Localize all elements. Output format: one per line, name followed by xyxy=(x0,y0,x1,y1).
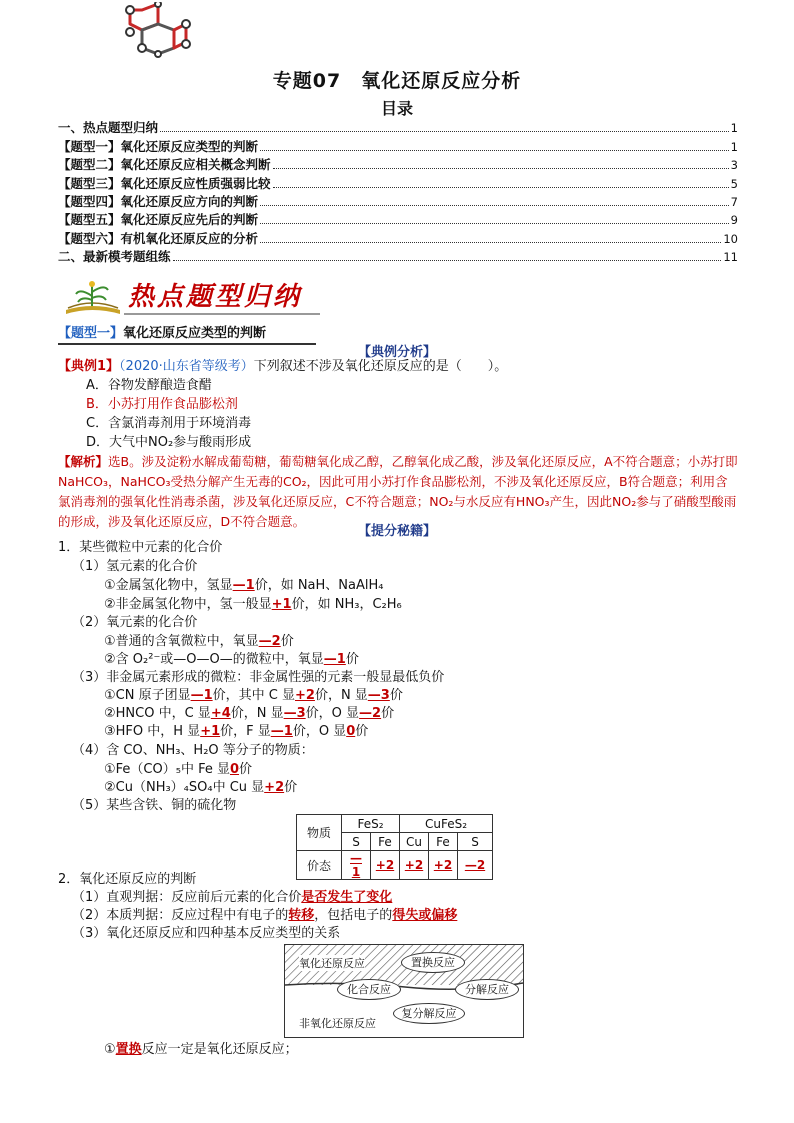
tips-line: ②HNCO 中，C 显+4价，N 显—3价，O 显—2价 xyxy=(104,706,395,721)
tips-line: ①普通的含氧微粒中，氧显—2价 xyxy=(104,634,294,649)
combination-oval: 化合反应 xyxy=(337,979,401,1000)
tips-line: ②Cu（NH₃）₄SO₄中 Cu 显+2价 xyxy=(104,780,298,795)
tips-sulfides: （5）某些含铁、铜的硫化物 xyxy=(72,798,237,813)
analysis-paragraph: 【解析】选B。涉及淀粉水解成葡萄糖，葡萄糖氧化成乙醇，乙醇氧化成乙酸，涉及氧化还原反应，A不符合题意；小苏打即NaHCO₃，NaHCO₃受热分解产生无毒的CO₂，因此可用小苏打作食品膨松剂，不涉及氧化还原反应，B符合题意；利用含氯消毒剂的强氧化性消毒杀菌，涉及氧化还原反应，C不符合题意；NO₂与水反应有HNO₃产生，因此NO₂参与了硝酸型酸雨的形成，涉及氧化还原反应，D不符合题意。 xyxy=(58,454,738,529)
tips-hydrogen: （1）氢元素的化合价 xyxy=(72,559,198,574)
tips-line: ①Fe（CO）₅中 Fe 显0价 xyxy=(104,762,253,777)
tips-oxygen: （2）氧元素的化合价 xyxy=(72,615,198,630)
double-decomposition-oval: 复分解反应 xyxy=(393,1003,465,1024)
reaction-type-diagram xyxy=(284,944,524,1038)
option-b: B．小苏打用作食品膨松剂 xyxy=(86,397,238,412)
toc-item[interactable]: 二、最新模考题组练 11 xyxy=(58,249,738,265)
option-a: A．谷物发酵酿造食醋 xyxy=(86,378,212,393)
tips-line: ③HFO 中，H 显+1价，F 显—1价，O 显0价 xyxy=(104,724,369,739)
tips-line: ②非金属氢化物中，氢一般显+1价，如 NH₃，C₂H₆ xyxy=(104,597,402,612)
table-of-contents xyxy=(58,119,738,266)
tips-line: （1）直观判据：反应前后元素的化合价是否发生了变化 xyxy=(72,890,393,905)
redox-label: 氧化还原反应 xyxy=(299,957,365,970)
example-heading: 【典例分析】 xyxy=(357,345,436,360)
toc-item[interactable]: 【题型一】氧化还原反应类型的判断 1 xyxy=(58,138,738,154)
tips-line: ①置换反应一定是氧化还原反应； xyxy=(104,1042,298,1057)
tips-line: （2）本质判据：反应过程中有电子的转移，包括电子的得失或偏移 xyxy=(72,908,458,923)
tips-point-1: 1．某些微粒中元素的化合价 xyxy=(58,540,223,555)
option-d: D．大气中NO₂参与酸雨形成 xyxy=(86,435,252,450)
section-title: 【题型一】氧化还原反应类型的判断 xyxy=(58,322,316,345)
displacement-oval: 置换反应 xyxy=(401,952,465,973)
toc-item[interactable]: 【题型六】有机氧化还原反应的分析 10 xyxy=(58,230,738,246)
tips-point-2: 2．氧化还原反应的判断 xyxy=(58,872,197,887)
tips-molecules: （4）含 CO、NH₃、H₂O 等分子的物质： xyxy=(72,743,314,758)
tips-line: ①金属氢化物中，氢显—1价，如 NaH、NaAlH₄ xyxy=(104,578,384,593)
decomposition-oval: 分解反应 xyxy=(455,979,519,1000)
tips-line: ①CN 原子团显—1价，其中 C 显+2价，N 显—3价 xyxy=(104,688,403,703)
tips-line: ②含 O₂²⁻或—O—O—的微粒中，氧显—1价 xyxy=(104,652,359,667)
nonredox-label: 非氧化还原反应 xyxy=(299,1017,376,1030)
example-question: 【典例1】（2020·山东省等级考）下列叙述不涉及氧化还原反应的是（ ）。 xyxy=(58,359,508,374)
option-c: C．含氯消毒剂用于环境消毒 xyxy=(86,416,252,431)
valence-table: 物质 FeS₂ CuFeS₂ S Fe Cu Fe S 价态 —1 +2 +2 +2 —2 xyxy=(296,814,493,880)
tips-line: （3）氧化还原反应和四种基本反应类型的关系 xyxy=(72,926,341,941)
tips-heading: 【提分秘籍】 xyxy=(357,524,436,539)
toc-item[interactable]: 【题型二】氧化还原反应相关概念判断 3 xyxy=(58,157,738,173)
toc-item[interactable]: 【题型四】氧化还原反应方向的判断 7 xyxy=(58,193,738,209)
toc-item[interactable]: 【题型五】氧化还原反应先后的判断 9 xyxy=(58,212,738,228)
section-banner: 热点题型归纳 xyxy=(128,282,303,312)
toc-item[interactable]: 【题型三】氧化还原反应性质强弱比较 5 xyxy=(58,175,738,191)
tips-nonmetal: （3）非金属元素形成的微粒：非金属性强的元素一般显最低负价 xyxy=(72,670,445,685)
naphthalene-logo-icon xyxy=(124,2,194,58)
toc-item[interactable]: 一、热点题型归纳 1 xyxy=(58,120,738,136)
toc-heading: 目录 xyxy=(380,99,413,118)
page-title: 专题07 氧化还原反应分析 xyxy=(272,70,522,92)
